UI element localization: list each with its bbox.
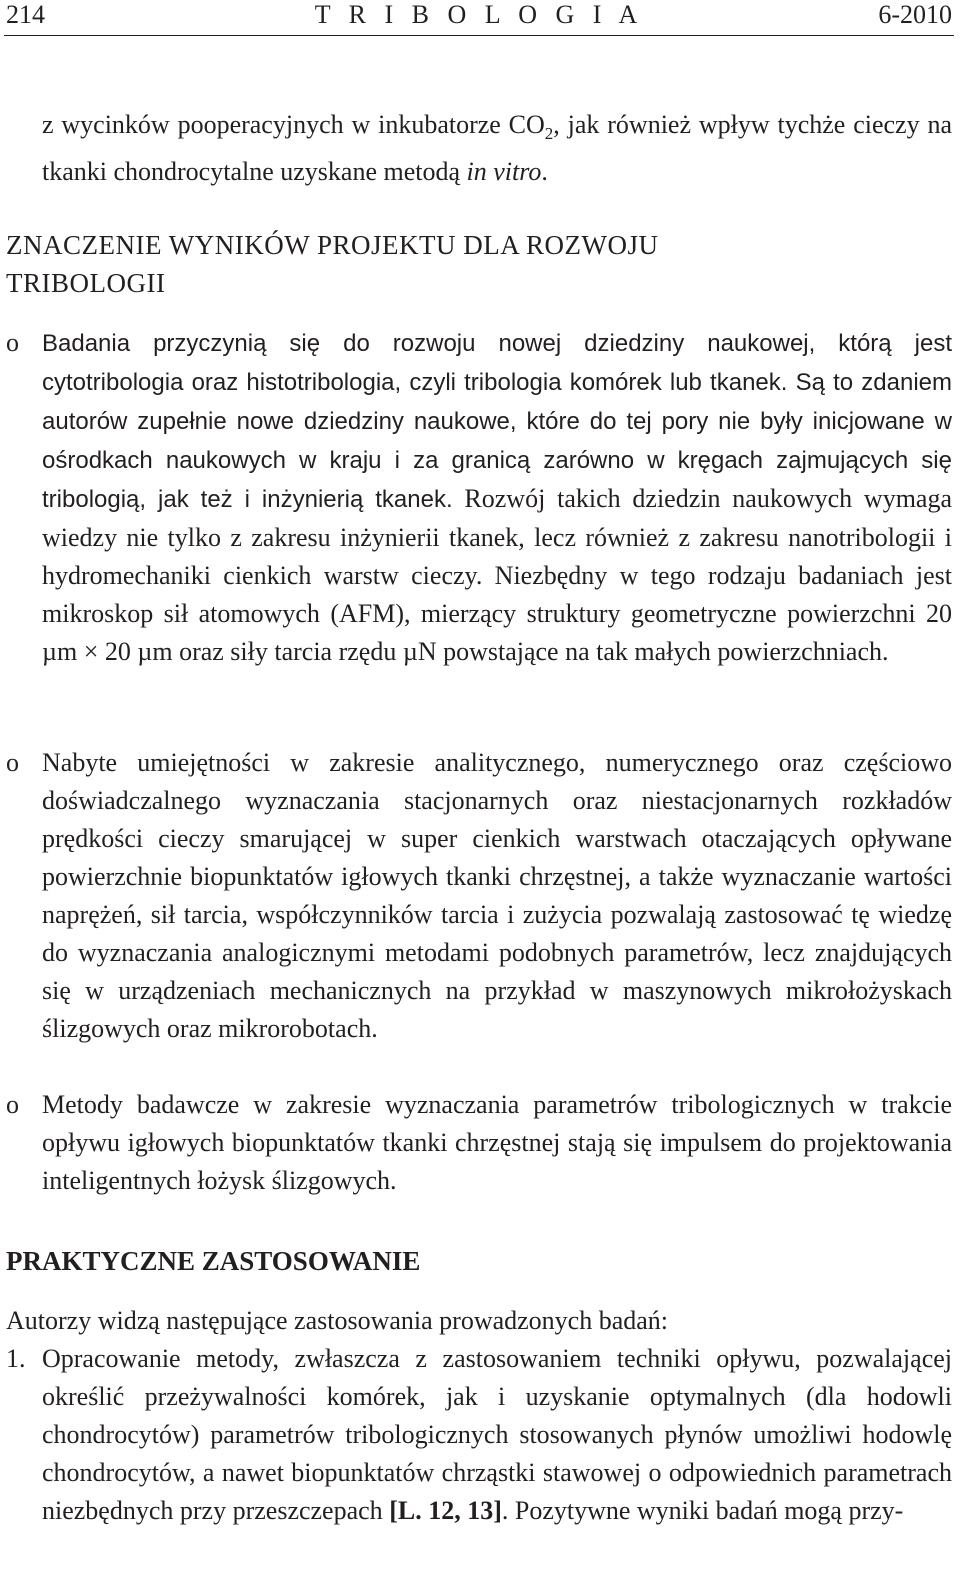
section-heading-1 [6,226,952,302]
bullet-marker: o [6,328,19,357]
bullet-marker: o [6,1090,19,1119]
bullet-1-text-b: Rozwój takich dziedzin naukowych wymaga wiedzy nie tylko z zakresu inżynierii tkanek, lecz również z zakresu nanotribologii i hydromechaniki cienkich warstw cieczy. Niezbędny w tego rodzaju badaniach jest mikroskop sił atomowych (AFM), mierzący struktury geometryczne powierzchni 20 µm × 20 µm oraz siły tarcia rzędu µN powstające na tak małych powierzchniach. [42,484,952,666]
bullet-item-1 [42,324,952,671]
journal-title: T R I B O L O G I A [314,0,644,29]
intro-text-3: tychże cieczy na tkanki chondrocytalne uzyskane metodą [42,110,952,187]
reference-citation: [L. 12, 13] [389,1496,502,1525]
bullet-3-text: Metody badawcze w zakresie wyznaczania parametrów tribologicznych w trakcie opływu igłowych biopunktatów tkanki chrzęstnej stają się impulsem do projektowania inteligentnych łożysk ślizgowych. [42,1090,952,1195]
bullet-item-2 [42,744,952,1048]
numbered-item-1 [42,1340,952,1530]
section-heading-1-line1: ZNACZENIE WYNIKÓW PROJEKTU DLA ROZWOJU [6,230,659,260]
list-number: 1. [6,1344,26,1373]
intro-text-1: z wycinków pooperacyjnych w inkubatorze CO [42,110,545,139]
issue-number: 6-2010 [878,0,952,29]
section-heading-2: PRAKTYCZNE ZASTOSOWANIE [6,1246,421,1276]
section-heading-1-line2: TRIBOLOGII [6,268,166,298]
intro-paragraph [42,106,952,191]
item-1-text: Opracowanie metody, zwłaszcza z zastosowaniem techniki opływu, pozwalającej określić przeżywalności komórek, jak i uzyskanie optymalnych (dla hodowli chondrocytów) parametrów tribologicznych stosowanych płynów umożliwi hodowlę chondrocytów, a nawet biopunktatów chrząstki stawowej o odpowiednich parametrach niezbędnych przy przeszczepach [42,1344,952,1525]
running-header [6,0,952,32]
header-rule [4,35,954,36]
bullet-1-text-a: Badania przyczynią się do rozwoju nowej dziedziny naukowej, którą jest cytotribologia oraz histotribologia, czyli tribologia komórek lub tkanek. Są to zdaniem autorów zupełnie nowe dziedziny naukowe, które do tej pory nie były inicjowane w ośrodkach naukowych w kraju i za granicą zarówno w kręgach zajmujących się tribologią, jak też i inżynierią tkanek. [42,330,952,513]
page-number: 214 [6,0,45,29]
section-2-intro: Autorzy widzą następujące zastosowania prowadzonych badań: [6,1306,669,1335]
item-1-tail: . Pozytywne wyniki badań mogą przy- [501,1496,904,1525]
intro-text-2: , jak również wpływ [553,110,770,139]
bullet-2-text: Nabyte umiejętności w zakresie analitycznego, numerycznego oraz częściowo doświadczalnego wyznaczania stacjonarnych oraz niestacjonarnych rozkładów prędkości cieczy smarującej w super cienkich warstwach otaczających opływane powierzchnie biopunktatów igłowych tkanki chrzęstnej, a także wyznaczanie wartości naprężeń, sił tarcia, współczynników tarcia i zużycia pozwalają zastosować tę wiedzę do wyznaczania analogicznymi metodami podobnych parametrów, lecz znajdujących się w urządzeniach mechanicznych na przykład w maszynowych mikrołożyskach ślizgowych oraz mikrorobotach. [42,748,952,1043]
bullet-marker: o [6,748,19,777]
intro-italic: in vitro [466,157,542,187]
intro-text-4: . [541,157,548,187]
subscript-2: 2 [544,124,554,144]
bullet-item-3 [42,1086,952,1200]
